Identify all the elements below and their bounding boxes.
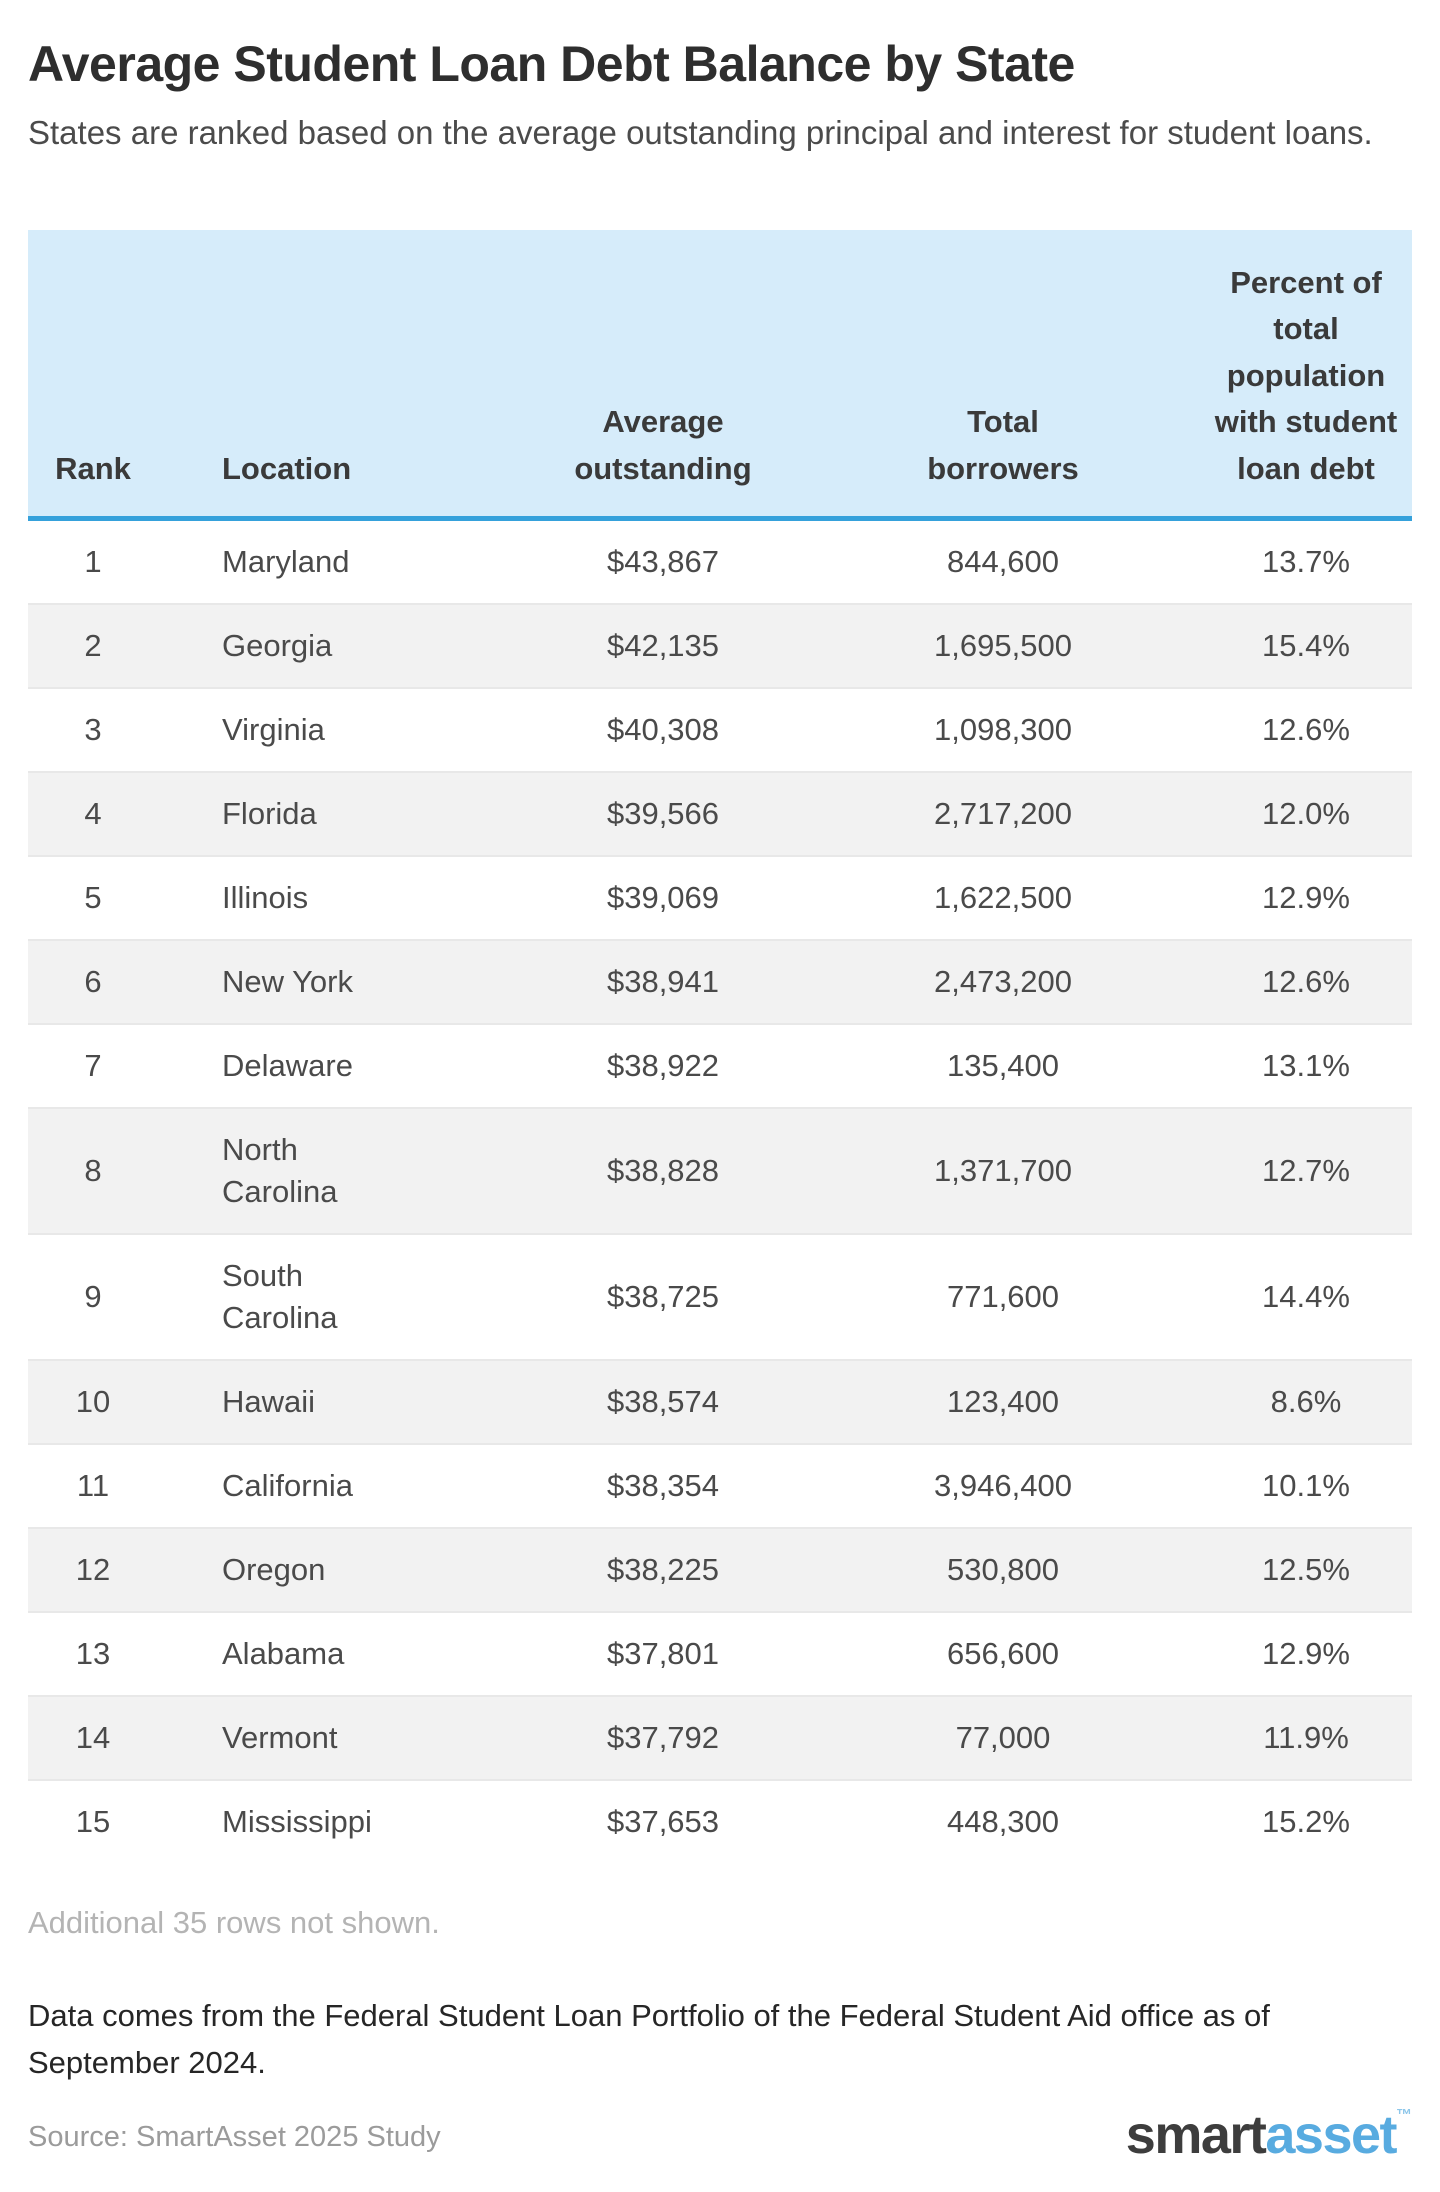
percent-with-debt-value: 12.9% — [1262, 880, 1350, 915]
location-cell — [158, 1780, 520, 1863]
table-row — [28, 1780, 1412, 1863]
location-value: Maryland — [222, 544, 350, 579]
total-borrowers-cell — [806, 1234, 1200, 1360]
percent-with-debt-cell — [1200, 1360, 1412, 1444]
table-header — [28, 230, 1412, 519]
average-outstanding-cell — [520, 1360, 806, 1444]
rank-cell — [28, 1234, 158, 1360]
percent-with-debt-value: 13.1% — [1262, 1048, 1350, 1083]
total-borrowers-cell — [806, 1108, 1200, 1234]
average-outstanding-cell — [520, 1780, 806, 1863]
table-row — [28, 940, 1412, 1024]
rank-cell — [28, 688, 158, 772]
average-outstanding-value: $38,225 — [606, 1552, 720, 1587]
percent-with-debt-cell — [1200, 1612, 1412, 1696]
smartasset-logo — [1125, 2105, 1412, 2165]
total-borrowers-value: 1,371,700 — [934, 1153, 1072, 1188]
table-row — [28, 1696, 1412, 1780]
table-row — [28, 1108, 1412, 1234]
column-header-total-borrowers — [806, 230, 1200, 519]
rank-value: 4 — [84, 796, 102, 831]
trademark-icon: ™ — [1396, 2107, 1412, 2124]
percent-with-debt-cell — [1200, 940, 1412, 1024]
location-cell — [158, 519, 520, 605]
rank-value: 2 — [84, 628, 102, 663]
average-outstanding-cell — [520, 772, 806, 856]
source-credit: Source: SmartAsset 2025 Study — [28, 2121, 441, 2153]
location-value: California — [222, 1468, 353, 1503]
location-cell — [158, 1024, 520, 1108]
rank-value: 11 — [76, 1468, 110, 1503]
total-borrowers-cell — [806, 1444, 1200, 1528]
average-outstanding-value: $37,792 — [606, 1720, 720, 1755]
location-value: Vermont — [222, 1720, 338, 1755]
location-cell — [158, 1528, 520, 1612]
location-cell — [158, 940, 520, 1024]
page-title: Average Student Loan Debt Balance by State — [28, 36, 1075, 92]
percent-with-debt-value: 10.1% — [1262, 1468, 1350, 1503]
additional-rows-note: Additional 35 rows not shown. — [28, 1905, 440, 1940]
table-row — [28, 1444, 1412, 1528]
average-outstanding-cell — [520, 1696, 806, 1780]
location-cell — [158, 856, 520, 940]
table-row — [28, 772, 1412, 856]
total-borrowers-value: 3,946,400 — [934, 1468, 1072, 1503]
average-outstanding-cell — [520, 940, 806, 1024]
footer-row — [28, 2105, 1412, 2165]
rank-cell — [28, 1612, 158, 1696]
percent-with-debt-value: 15.2% — [1262, 1804, 1350, 1839]
percent-with-debt-cell — [1200, 1696, 1412, 1780]
total-borrowers-cell — [806, 519, 1200, 605]
average-outstanding-value: $37,653 — [606, 1804, 720, 1839]
average-outstanding-cell — [520, 1528, 806, 1612]
percent-with-debt-value: 12.6% — [1262, 964, 1350, 999]
percent-with-debt-value: 13.7% — [1262, 544, 1350, 579]
location-value: Georgia — [222, 628, 333, 663]
percent-with-debt-cell — [1200, 856, 1412, 940]
column-header-percent-with-debt — [1200, 230, 1412, 519]
location-value: Alabama — [222, 1636, 345, 1671]
percent-with-debt-cell — [1200, 519, 1412, 605]
total-borrowers-cell — [806, 772, 1200, 856]
column-header-location — [158, 230, 520, 519]
rank-cell — [28, 1696, 158, 1780]
percent-with-debt-cell — [1200, 688, 1412, 772]
column-header-percent-with-debt-label: Percent of total population with student loan debt — [1214, 264, 1398, 486]
rank-cell — [28, 1780, 158, 1863]
location-value: North Carolina — [222, 1132, 338, 1209]
average-outstanding-value: $38,574 — [606, 1384, 720, 1419]
table-row — [28, 1528, 1412, 1612]
percent-with-debt-value: 12.0% — [1262, 796, 1350, 831]
total-borrowers-value: 1,098,300 — [934, 712, 1072, 747]
location-value: Virginia — [222, 712, 325, 747]
total-borrowers-value: 844,600 — [946, 544, 1060, 579]
table-header-row — [28, 230, 1412, 519]
average-outstanding-cell — [520, 519, 806, 605]
rank-value: 9 — [84, 1279, 102, 1314]
loan-debt-table — [28, 230, 1412, 1864]
rank-cell — [28, 1444, 158, 1528]
table-row — [28, 1612, 1412, 1696]
percent-with-debt-cell — [1200, 1024, 1412, 1108]
average-outstanding-value: $38,828 — [606, 1153, 720, 1188]
total-borrowers-value: 123,400 — [946, 1384, 1060, 1419]
percent-with-debt-cell — [1200, 604, 1412, 688]
average-outstanding-cell — [520, 856, 806, 940]
average-outstanding-value: $38,725 — [606, 1279, 720, 1314]
rank-value: 5 — [84, 880, 102, 915]
percent-with-debt-value: 8.6% — [1270, 1384, 1342, 1419]
column-header-average-outstanding-label: Average outstanding — [574, 404, 752, 486]
total-borrowers-value: 771,600 — [946, 1279, 1060, 1314]
total-borrowers-cell — [806, 688, 1200, 772]
average-outstanding-cell — [520, 1444, 806, 1528]
rank-cell — [28, 772, 158, 856]
location-value: Oregon — [222, 1552, 326, 1587]
total-borrowers-cell — [806, 1780, 1200, 1863]
table-row — [28, 1360, 1412, 1444]
total-borrowers-cell — [806, 940, 1200, 1024]
location-cell — [158, 1234, 520, 1360]
percent-with-debt-cell — [1200, 1108, 1412, 1234]
location-cell — [158, 688, 520, 772]
table-row — [28, 519, 1412, 605]
rank-value: 15 — [75, 1804, 111, 1839]
average-outstanding-cell — [520, 1108, 806, 1234]
total-borrowers-value: 135,400 — [946, 1048, 1060, 1083]
percent-with-debt-value: 12.5% — [1262, 1552, 1350, 1587]
location-value: South Carolina — [222, 1258, 338, 1335]
rank-cell — [28, 1108, 158, 1234]
average-outstanding-cell — [520, 604, 806, 688]
table-row — [28, 1024, 1412, 1108]
rank-value: 7 — [84, 1048, 102, 1083]
total-borrowers-value: 77,000 — [955, 1720, 1051, 1755]
average-outstanding-value: $38,922 — [606, 1048, 720, 1083]
column-header-rank-label: Rank — [55, 450, 131, 486]
rank-value: 14 — [75, 1720, 111, 1755]
column-header-average-outstanding — [520, 230, 806, 519]
average-outstanding-cell — [520, 1024, 806, 1108]
rank-value: 6 — [84, 964, 102, 999]
table-row — [28, 1234, 1412, 1360]
location-value: Illinois — [222, 880, 309, 915]
average-outstanding-cell — [520, 1612, 806, 1696]
total-borrowers-value: 656,600 — [946, 1636, 1060, 1671]
percent-with-debt-value: 12.7% — [1262, 1153, 1350, 1188]
page-subtitle: States are ranked based on the average outstanding principal and interest for student loans. — [28, 114, 1373, 151]
rank-cell — [28, 1528, 158, 1612]
total-borrowers-value: 448,300 — [946, 1804, 1060, 1839]
location-value: Delaware — [222, 1048, 353, 1083]
rank-value: 8 — [84, 1153, 102, 1188]
average-outstanding-value: $43,867 — [606, 544, 720, 579]
column-header-total-borrowers-label: Total borrowers — [927, 404, 1079, 486]
percent-with-debt-cell — [1200, 1528, 1412, 1612]
average-outstanding-value: $39,566 — [606, 796, 720, 831]
location-cell — [158, 1108, 520, 1234]
location-cell — [158, 604, 520, 688]
percent-with-debt-value: 15.4% — [1262, 628, 1350, 663]
average-outstanding-value: $40,308 — [606, 712, 720, 747]
smartasset-logo-smart: smart — [1125, 2105, 1266, 2165]
smartasset-logo-asset: asset — [1265, 2105, 1396, 2165]
column-header-rank — [28, 230, 158, 519]
rank-value: 1 — [84, 544, 102, 579]
table-row — [28, 604, 1412, 688]
rank-value: 3 — [84, 712, 102, 747]
rank-cell — [28, 1360, 158, 1444]
total-borrowers-cell — [806, 1696, 1200, 1780]
location-cell — [158, 1360, 520, 1444]
table-row — [28, 688, 1412, 772]
percent-with-debt-cell — [1200, 1780, 1412, 1863]
rank-cell — [28, 519, 158, 605]
average-outstanding-value: $38,354 — [606, 1468, 720, 1503]
rank-value: 13 — [75, 1636, 111, 1671]
location-cell — [158, 1696, 520, 1780]
rank-value: 12 — [75, 1552, 111, 1587]
rank-cell — [28, 604, 158, 688]
rank-cell — [28, 1024, 158, 1108]
percent-with-debt-value: 12.6% — [1262, 712, 1350, 747]
percent-with-debt-cell — [1200, 1444, 1412, 1528]
column-header-location-label: Location — [222, 450, 352, 486]
percent-with-debt-value: 14.4% — [1262, 1279, 1350, 1314]
table-body — [28, 519, 1412, 1864]
total-borrowers-cell — [806, 604, 1200, 688]
percent-with-debt-value: 12.9% — [1262, 1636, 1350, 1671]
location-value: Mississippi — [222, 1804, 372, 1839]
average-outstanding-value: $42,135 — [606, 628, 720, 663]
average-outstanding-cell — [520, 1234, 806, 1360]
percent-with-debt-cell — [1200, 1234, 1412, 1360]
data-source-note: Data comes from the Federal Student Loan Portfolio of the Federal Student Aid office as of September 2024. — [28, 1998, 1270, 2080]
total-borrowers-value: 2,473,200 — [934, 964, 1072, 999]
total-borrowers-cell — [806, 1528, 1200, 1612]
average-outstanding-value: $37,801 — [606, 1636, 720, 1671]
rank-value: 10 — [75, 1384, 111, 1419]
percent-with-debt-value: 11.9% — [1263, 1720, 1349, 1755]
average-outstanding-value: $38,941 — [606, 964, 720, 999]
location-value: Florida — [222, 796, 317, 831]
total-borrowers-value: 530,800 — [946, 1552, 1060, 1587]
total-borrowers-cell — [806, 1024, 1200, 1108]
total-borrowers-value: 2,717,200 — [934, 796, 1072, 831]
location-cell — [158, 1444, 520, 1528]
average-outstanding-cell — [520, 688, 806, 772]
total-borrowers-value: 1,622,500 — [934, 880, 1072, 915]
average-outstanding-value: $39,069 — [606, 880, 720, 915]
total-borrowers-cell — [806, 1612, 1200, 1696]
location-cell — [158, 1612, 520, 1696]
rank-cell — [28, 856, 158, 940]
table-row — [28, 856, 1412, 940]
total-borrowers-cell — [806, 1360, 1200, 1444]
location-value: New York — [222, 964, 353, 999]
location-cell — [158, 772, 520, 856]
rank-cell — [28, 940, 158, 1024]
location-value: Hawaii — [222, 1384, 316, 1419]
total-borrowers-cell — [806, 856, 1200, 940]
total-borrowers-value: 1,695,500 — [934, 628, 1072, 663]
percent-with-debt-cell — [1200, 772, 1412, 856]
